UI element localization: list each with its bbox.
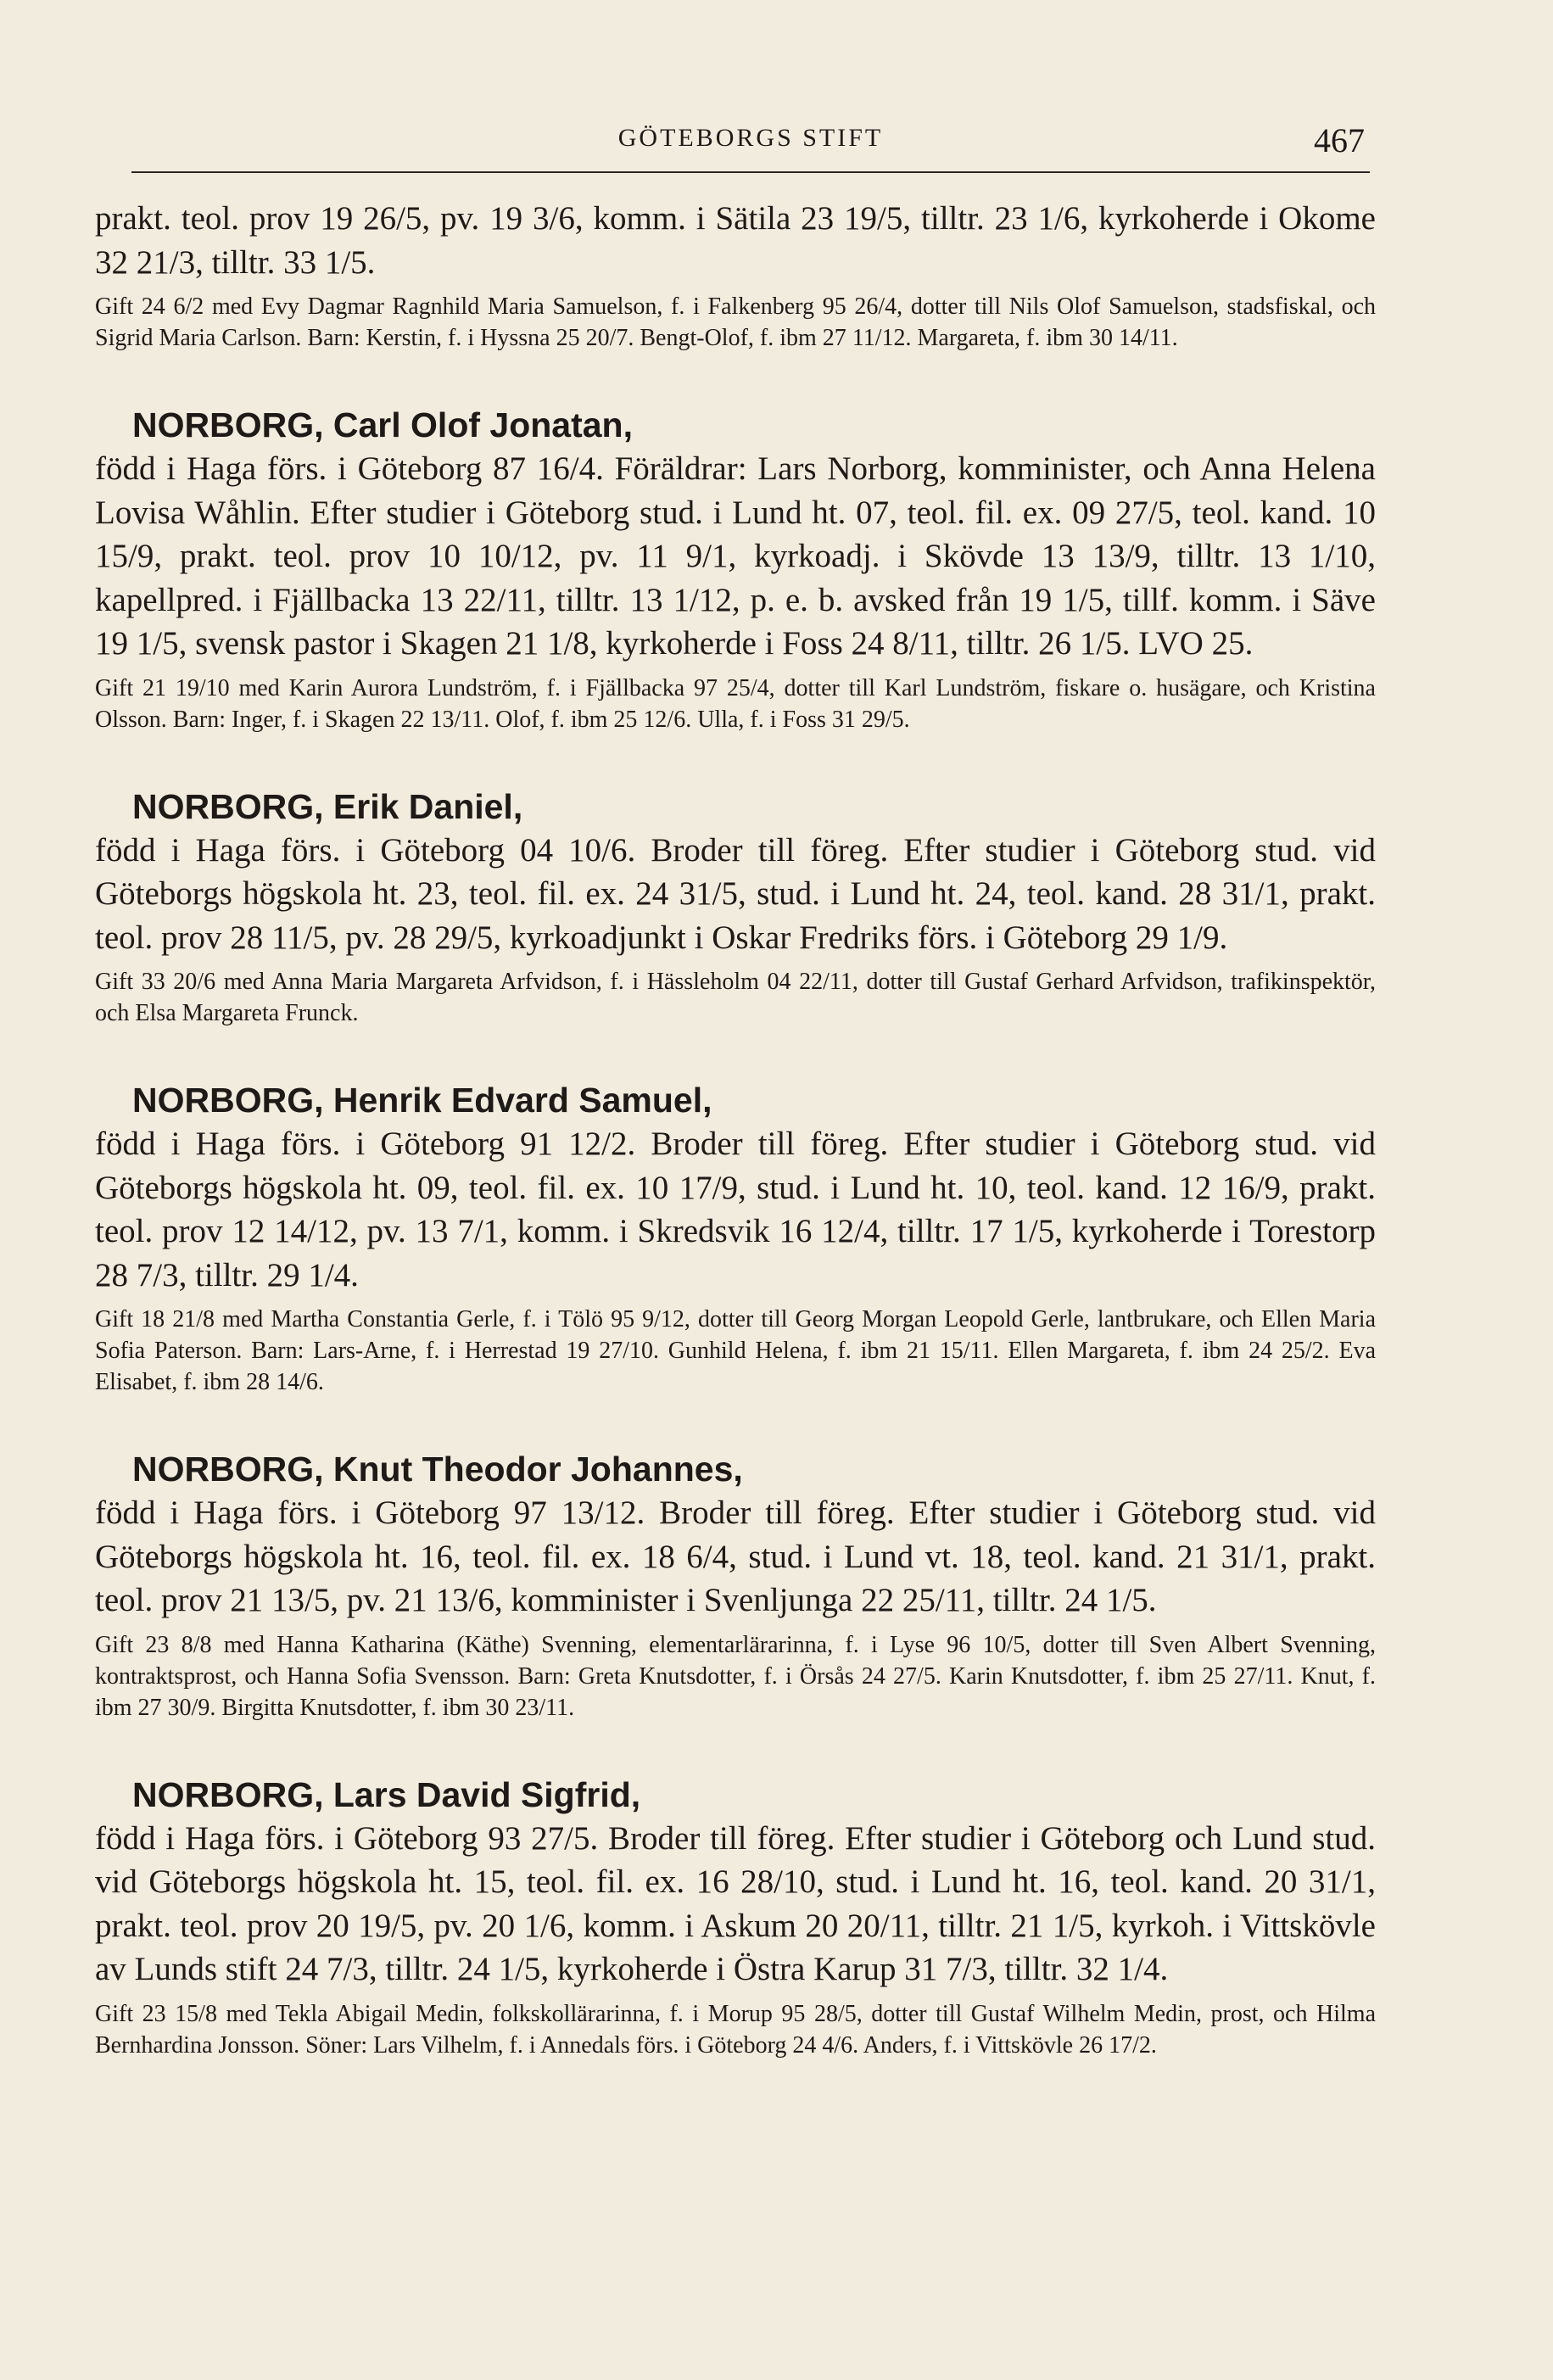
entry-name: NORBORG, Henrik Edvard Samuel, <box>132 1081 712 1120</box>
entry-carl-olof <box>95 403 1376 735</box>
entry-family: Gift 18 21/8 med Martha Constantia Gerle, f. i Tölö 95 9/12, dotter till Georg Morgan Leopold Gerle, lantbrukare, och Ellen Maria Sofia Paterson. Barn: Lars-Arne, f. i Herrestad 19 27/10. Gunhild Helena, f. ibm 21 15/11. Ellen Margareta, f. ibm 24 25/2. Eva Elisabet, f. ibm 28 14/6. <box>95 1306 1376 1395</box>
entry-family: Gift 23 15/8 med Tekla Abigail Medin, folkskollärarinna, f. i Morup 95 28/5, dotter till Gustaf Wilhelm Medin, prost, och Hilma Bernhardina Jonsson. Söner: Lars Vilhelm, f. i Annedals förs. i Göteborg 24 4/6. Anders, f. i Vittskövle 26 17/2. <box>95 2000 1376 2059</box>
entry-erik-daniel <box>95 785 1376 1030</box>
entry-main: född i Haga förs. i Göteborg 97 13/12. Broder till föreg. Efter studier i Göteborg stud. vid Göteborgs högskola ht. 16, teol. fil. ex. 18 6/4, stud. i Lund vt. 18, teol. kand. 21 31/1, prakt. teol. prov 21 13/5, pv. 21 13/6, komminister i Svenljunga 22 25/11, tilltr. 24 1/5. <box>95 1494 1376 1618</box>
continuation-family: Gift 24 6/2 med Evy Dagmar Ragnhild Maria Samuelson, f. i Falkenberg 95 26/4, dotter till Nils Olof Samuelson, stadsfiskal, och Sigrid Maria Carlson. Barn: Kerstin, f. i Hyssna 25 20/7. Bengt-Olof, f. ibm 27 11/12. Margareta, f. ibm 30 14/11. <box>95 293 1376 351</box>
entry-main: född i Haga förs. i Göteborg 93 27/5. Broder till föreg. Efter studier i Göteborg och Lund stud. vid Göteborgs högskola ht. 15, teol. fil. ex. 16 28/10, stud. i Lund ht. 16, teol. kand. 20 31/1, prakt. teol. prov 20 19/5, pv. 20 1/6, komm. i Askum 20 20/11, tilltr. 21 1/5, kyrkoh. i Vittskövle av Lunds stift 24 7/3, tilltr. 24 1/5, kyrkoherde i Östra Karup 31 7/3, tilltr. 32 1/4. <box>95 1819 1376 1987</box>
page-header <box>131 119 1370 173</box>
entry-henrik-edvard <box>95 1078 1376 1398</box>
entry-main: född i Haga förs. i Göteborg 87 16/4. Föräldrar: Lars Norborg, komminister, och Anna Helena Lovisa Wåhlin. Efter studier i Göteborg stud. i Lund ht. 07, teol. fil. ex. 09 27/5, teol. kand. 10 15/9, prakt. teol. prov 10 10/12, pv. 11 9/1, kyrkoadj. i Skövde 13 13/9, tilltr. 13 1/10, kapellpred. i Fjällbacka 13 22/11, tilltr. 13 1/12, p. e. b. avsked från 19 1/5, tillf. komm. i Säve 19 1/5, svensk pastor i Skagen 21 1/8, kyrkoherde i Foss 24 8/11, tilltr. 26 1/5. LVO 25. <box>95 450 1376 662</box>
entry-family: Gift 21 19/10 med Karin Aurora Lundström, f. i Fjällbacka 97 25/4, dotter till Karl Lundström, fiskare o. husägare, och Kristina Olsson. Barn: Inger, f. i Skagen 22 13/11. Olof, f. ibm 25 12/6. Ulla, f. i Foss 31 29/5. <box>95 674 1376 733</box>
text-body <box>95 197 1376 2061</box>
entry-name: NORBORG, Lars David Sigfrid, <box>132 1774 641 1814</box>
entry-name: NORBORG, Knut Theodor Johannes, <box>132 1450 743 1489</box>
entry-main: född i Haga förs. i Göteborg 91 12/2. Broder till föreg. Efter studier i Göteborg stud. vid Göteborgs högskola ht. 09, teol. fil. ex. 10 17/9, stud. i Lund ht. 10, teol. kand. 12 16/9, prakt. teol. prov 12 14/12, pv. 13 7/1, komm. i Skredsvik 16 12/4, tilltr. 17 1/5, kyrkoherde i Torestorp 28 7/3, tilltr. 29 1/4. <box>95 1126 1376 1293</box>
page-number: 467 <box>1314 121 1365 159</box>
entry-knut-theodor <box>95 1447 1376 1724</box>
continuation-main: prakt. teol. prov 19 26/5, pv. 19 3/6, komm. i Sätila 23 19/5, tilltr. 23 1/6, kyrkoherde i Okome 32 21/3, tilltr. 33 1/5. <box>95 200 1376 281</box>
entry-name: NORBORG, Carl Olof Jonatan, <box>132 405 633 444</box>
entry-family: Gift 23 8/8 med Hanna Katharina (Käthe) Svenning, elementarlärarinna, f. i Lyse 96 10/5, dotter till Sven Albert Svenning, kontraktsprost, och Hanna Sofia Svensson. Barn: Greta Knutsdotter, f. i Örsås 24 27/5. Karin Knutsdotter, f. ibm 25 27/11. Knut, f. ibm 27 30/9. Birgitta Knutsdotter, f. ibm 30 23/11. <box>95 1631 1376 1721</box>
entry-family: Gift 33 20/6 med Anna Maria Margareta Arfvidson, f. i Hässleholm 04 22/11, dotter till Gustaf Gerhard Arfvidson, trafikinspektör, och Elsa Margareta Frunck. <box>95 969 1376 1026</box>
entry-name: NORBORG, Erik Daniel, <box>132 786 523 826</box>
running-title: GÖTEBORGS STIFT <box>617 124 884 152</box>
entry-lars-david <box>95 1773 1376 2061</box>
entry-main: född i Haga förs. i Göteborg 04 10/6. Broder till föreg. Efter studier i Göteborg stud. vid Göteborgs högskola ht. 23, teol. fil. ex. 24 31/5, stud. i Lund ht. 24, teol. kand. 28 31/1, prakt. teol. prov 28 11/5, pv. 28 29/5, kyrkoadjunkt i Oskar Fredriks förs. i Göteborg 29 1/9. <box>95 831 1376 956</box>
